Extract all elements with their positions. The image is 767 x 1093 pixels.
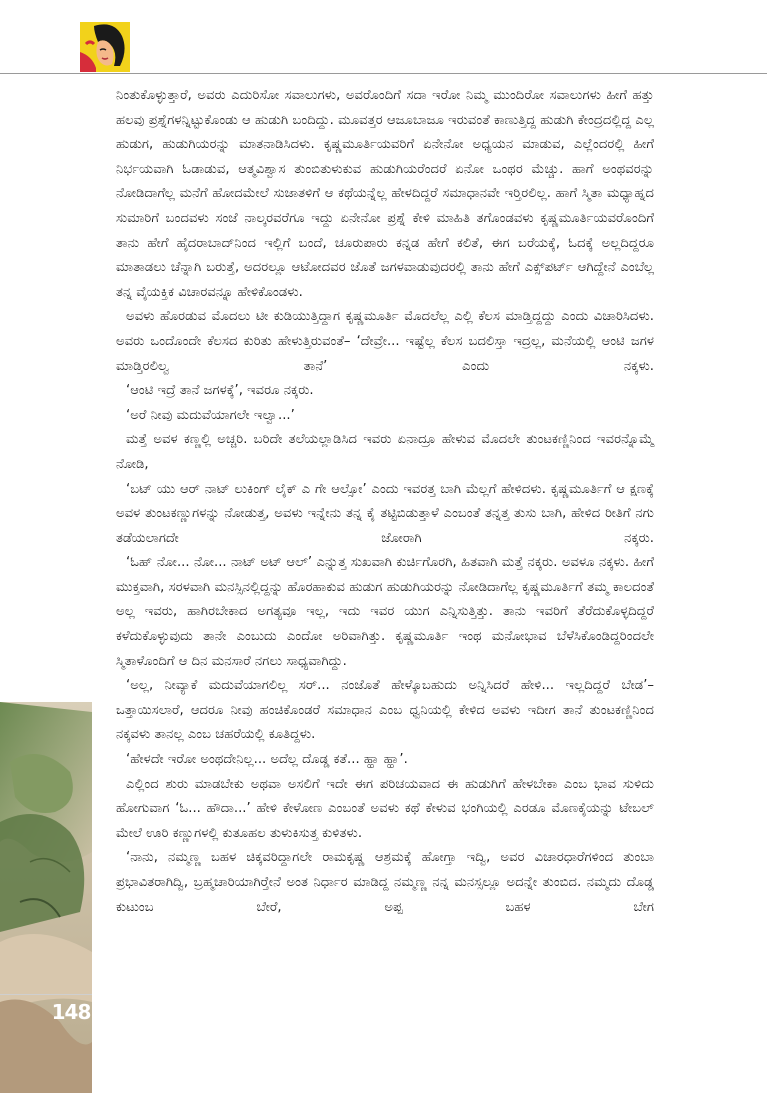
folio-rule [0,994,92,995]
side-illustration [0,702,92,1093]
paragraph: ‘ಅರೆ ನೀವು ಮದುವೆಯಾಗಲೇ ಇಲ್ವಾ...’ [126,407,295,423]
paragraph: ಮತ್ತೆ ಅವಳ ಕಣ್ಣಲ್ಲಿ ಅಚ್ಚರಿ. ಬರಿದೇ ತಲೆಯಲ್ಲಾಡಿಸಿದ ಇವರು ಏನಾದ್ರೂ ಹೇಳುವ ಮೊದಲೇ ತುಂಟಕಣ್ಣಿನಿಂದ ಇವರನ್ನೊಮ್ಮೆ ನೋಡಿ, [116,432,654,472]
header-rule [0,73,767,74]
article-body [116,84,654,920]
paragraph: ‘ಹೇಳದೇ ಇರೋ ಅಂಥದೇನಿಲ್ಲ... ಅದೆಲ್ಲ ದೊಡ್ಡ ಕತೆ... ಹ್ಹಾ ಹ್ಹಾ’. [126,752,408,768]
paragraph: ಎಲ್ಲಿಂದ ಶುರು ಮಾಡಬೇಕು ಅಥವಾ ಅಸಲಿಗೆ ಇದೇ ಈಗ ಪರಿಚಯವಾದ ಈ ಹುಡುಗಿಗೆ ಹೇಳಬೇಕಾ ಎಂಬ ಭಾವ ಸುಳಿದು ಹೋಗುವಾಗ ‘ಓ... ಹೌದಾ...’ ಹೇಳಿ ಕೇಳೋಣ ಎಂಬಂತೆ ಅವಳು ಕಥೆ ಕೇಳುವ ಭಂಗಿಯಲ್ಲಿ ಎರಡೂ ಮೊಣಕೈಯನ್ನು ಟೇಬಲ್ ಮೇಲೆ ಊರಿ ಕಣ್ಣುಗಳಲ್ಲಿ ಕುತೂಹಲ ತುಳುಕಿಸುತ್ತ ಕುಳಿತಳು. [116,776,654,841]
paragraph: ‘ಓಹ್ ನೋ... ನೋ... ನಾಟ್ ಅಟ್ ಆಲ್’ ಎನ್ನುತ್ತ ಸುಖವಾಗಿ ಕುರ್ಚಿಗೊರಗಿ, ಹಿತವಾಗಿ ಮತ್ತೆ ನಕ್ಕರು. ಅವಳೂ ನಕ್ಕಳು. ಹೀಗೆ ಮುಕ್ತವಾಗಿ, ಸರಳವಾಗಿ ಮನಸ್ಸಿನಲ್ಲಿದ್ದನ್ನು ಹೊರಹಾಕುವ ಹುಡುಗ ಹುಡುಗಿಯರನ್ನು ನೋಡಿದಾಗೆಲ್ಲ ಕೃಷ್ಣಮೂರ್ತಿಗೆ ತಮ್ಮ ಕಾಲದಂತೆ ಅಲ್ಲ ಇವರು, ಹಾಗಿರಬೇಕಾದ ಅಗತ್ಯವೂ ಇಲ್ಲ, ಇದು ಇವರ ಯುಗ ಎನ್ನಿಸುತ್ತಿತ್ತು. ತಾನು ಇವರಿಗೆ ತೆರೆದುಕೊಳ್ಳದಿದ್ದರೆ ಕಳೆದುಕೊಳ್ಳುವುದು ತಾನೇ ಎಂಬುದು ಎಂದೋ ಅರಿವಾಗಿತ್ತು. ಕೃಷ್ಣಮೂರ್ತಿ ಇಂಥ ಮನೋಭಾವ ಬೆಳೆಸಿಕೊಂಡಿದ್ದರಿಂದಲೇ ಸ್ಮಿತಾಳೊಂದಿಗೆ ಆ ದಿನ ಮನಸಾರೆ ನಗಲು ಸಾಧ್ಯವಾಗಿದ್ದು. [116,555,654,669]
paragraph: ‘ಆಂಟಿ ಇದ್ರೆ ತಾನೆ ಜಗಳಕ್ಕೆ’, ಇವರೂ ನಕ್ಕರು. [126,383,314,399]
paragraph: ‘ಅಲ್ಲ, ನೀವ್ಯಾಕೆ ಮದುವೆಯಾಗಲಿಲ್ಲ ಸರ್... ನಂಜೊತೆ ಹೇಳ್ಕೊಬಹುದು ಅನ್ನಿಸಿದರೆ ಹೇಳಿ... ಇಲ್ಲದಿದ್ದರೆ ಬೇಡ’– ಒತ್ತಾಯಿಸಲಾರೆ, ಆದರೂ ನೀವು ಹಂಚಿಕೊಂಡರೆ ಸಮಾಧಾನ ಎಂಬ ಧ್ವನಿಯಲ್ಲಿ ಕೇಳಿದ ಅವಳು ಇದೀಗ ತಾನೆ ತುಂಟಕಣ್ಣಿನಿಂದ ನಕ್ಕವಳು ತಾನಲ್ಲ ಎಂಬ ಚಹರೆಯಲ್ಲಿ ಕೂತಿದ್ದಳು. [116,678,654,743]
paragraph: ಅವಳು ಹೊರಡುವ ಮೊದಲು ಟೀ ಕುಡಿಯುತ್ತಿದ್ದಾಗ ಕೃಷ್ಣಮೂರ್ತಿ ಮೊದಲೆಲ್ಲ ಎಲ್ಲಿ ಕೆಲಸ ಮಾಡ್ತಿದ್ದದ್ದು ಎಂದು ವಿಚಾರಿಸಿದಳು. ಅವರು ಒಂದೊಂದೇ ಕೆಲಸದ ಕುರಿತು ಹೇಳುತ್ತಿರುವಂತೆ– ‘ದೇವ್ರೇ... ಇಷ್ಟೆಲ್ಲ ಕೆಲಸ ಬದಲಿಸ್ತಾ ಇದ್ರಲ್ಲ, ಮನೆಯಲ್ಲಿ ಆಂಟಿ ಜಗಳ ಮಾಡ್ತಿರಲಿಲ್ವ ತಾನೆ’ ಎಂದು ನಕ್ಕಳು. [116,309,654,374]
magazine-logo [80,22,130,72]
paragraph: ‘ನಾನು, ನಮ್ಮಣ್ಣ ಬಹಳ ಚಿಕ್ಕವರಿದ್ದಾಗಲೇ ರಾಮಕೃಷ್ಣ ಆಶ್ರಮಕ್ಕೆ ಹೋಗ್ತಾ ಇದ್ವಿ, ಅವರ ವಿಚಾರಧಾರೆಗಳಿಂದ ತುಂಬಾ ಪ್ರಭಾವಿತರಾಗಿದ್ವಿ, ಬ್ರಹ್ಮಚಾರಿಯಾಗಿರ್‍ತೇನೆ ಅಂತ ನಿರ್ಧಾರ ಮಾಡಿದ್ದ ನಮ್ಮಣ್ಣ ನನ್ನ ಮನಸ್ಸಲ್ಲೂ ಅದನ್ನೇ ತುಂಬಿದ. ನಮ್ಮದು ದೊಡ್ಡ ಕುಟುಂಬ ಬೇರೆ, ಅಪ್ಪ ಬಹಳ ಬೇಗ [116,850,654,915]
page-number: 148 [51,1000,91,1024]
paragraph: ನಿಂತುಕೊಳ್ಳುತ್ತಾರೆ, ಅವರು ಎದುರಿಸೋ ಸವಾಲುಗಳು, ಅವರೊಂದಿಗೆ ಸದಾ ಇರೋ ನಿಮ್ಮ ಮುಂದಿರೋ ಸವಾಲುಗಳು ಹೀಗೆ ಹತ್ತು ಹಲವು ಪ್ರಶ್ನೆಗಳನ್ನಿಟ್ಟುಕೊಂಡು ಆ ಹುಡುಗಿ ಬಂದಿದ್ದು. ಮೂವತ್ತರ ಆಜೂಬಾಜೂ ಇರುವಂತೆ ಕಾಣುತ್ತಿದ್ದ ಹುಡುಗಿ ಕೇಂದ್ರದಲ್ಲಿದ್ದ ಎಲ್ಲ ಹುಡುಗ, ಹುಡುಗಿಯರನ್ನು ಮಾತನಾಡಿಸಿದಳು. ಕೃಷ್ಣಮೂರ್ತಿಯವರಿಗೆ ಏನೇನೋ ಅಧ್ಯಯನ ಮಾಡುವ, ಎಲ್ಲೆಂದರಲ್ಲಿ ಹೀಗೆ ನಿರ್ಭಯವಾಗಿ ಓಡಾಡುವ, ಆತ್ಮವಿಶ್ವಾಸ ತುಂಬಿತುಳುಕುವ ಹುಡುಗಿಯರೆಂದರೆ ಏನೋ ಒಂಥರ ಮೆಚ್ಚು. ಹಾಗೆ ಅಂಥವರನ್ನು ನೋಡಿದಾಗೆಲ್ಲ ಮನೆಗೆ ಹೋದಮೇಲೆ ಸುಜಾತಳಿಗೆ ಆ ಕಥೆಯನ್ನೆಲ್ಲ ಹೇಳದಿದ್ದರೆ ಸಮಾಧಾನವೇ ಇರ್‍ತಿರಲಿಲ್ಲ. ಹಾಗೆ ಸ್ಮಿತಾ ಮಧ್ಯಾಹ್ನದ ಸುಮಾರಿಗೆ ಬಂದವಳು ಸಂಜೆ ನಾಲ್ಕರವರೆಗೂ ಇದ್ದು ಏನೇನೋ ಪ್ರಶ್ನೆ ಕೇಳಿ ಮಾಹಿತಿ ತಗೊಂಡವಳು ಕೃಷ್ಣಮೂರ್ತಿಯವರೊಂದಿಗೆ ತಾನು ಹೇಗೆ ಹೈದರಾಬಾದ್‌ನಿಂದ ಇಲ್ಲಿಗೆ ಬಂದೆ, ಚೂರುಪಾರು ಕನ್ನಡ ಹೇಗೆ ಕಲಿತೆ, ಈಗ ಬರೆಯಕ್ಕೆ, ಓದಕ್ಕೆ ಅಲ್ಲದಿದ್ದರೂ ಮಾತಾಡಲು ಚೆನ್ನಾಗಿ ಬರುತ್ತೆ, ಅದರಲ್ಲೂ ಆಟೋದವರ ಜೊತೆ ಜಗಳವಾಡುವುದರಲ್ಲಿ ತಾನು ಹೇಗೆ ಎಕ್ಸ್‌ಪರ್ಟ್ ಆಗಿದ್ದೇನೆ ಎಂಬೆಲ್ಲ ತನ್ನ ವೈಯಕ್ತಿಕ ವಿಚಾರವನ್ನೂ ಹೇಳಿಕೊಂಡಳು. [116,88,654,300]
paragraph: ‘ಬಟ್ ಯು ಆರ್ ನಾಟ್ ಲುಕಿಂಗ್ ಲೈಕ್ ಎ ಗೇ ಆಲ್ಸೋ’ ಎಂದು ಇವರತ್ತ ಬಾಗಿ ಮೆಲ್ಲಗೆ ಹೇಳಿದಳು. ಕೃಷ್ಣಮೂರ್ತಿಗೆ ಆ ಕ್ಷಣಕ್ಕೆ ಅವಳ ತುಂಟಕಣ್ಣುಗಳನ್ನು ನೋಡುತ್ತ, ಅವಳು ಇನ್ನೇನು ತನ್ನ ಕೈ ತಟ್ಟಿಬಿಡುತ್ತಾಳೆ ಎಂಬಂತೆ ತನ್ನತ್ತ ತುಸು ಬಾಗಿ, ಹೇಳಿದ ರೀತಿಗೆ ನಗು ತಡೆಯಲಾಗದೇ ಜೋರಾಗಿ ನಕ್ಕರು. [116,481,654,546]
